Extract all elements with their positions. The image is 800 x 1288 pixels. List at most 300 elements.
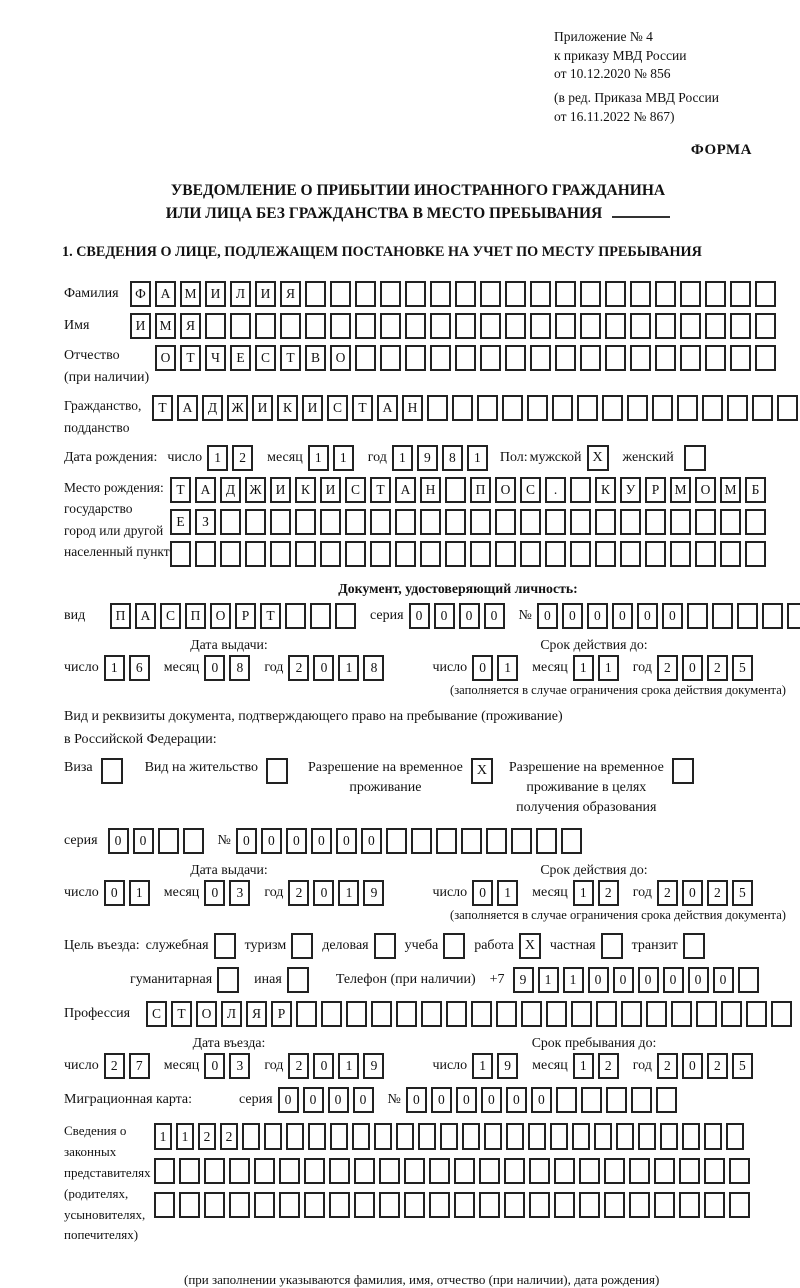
char-cell[interactable]: [729, 1158, 750, 1184]
char-cell[interactable]: О: [495, 477, 516, 503]
char-cell[interactable]: 1: [598, 655, 619, 681]
char-cell[interactable]: 1: [338, 1053, 359, 1079]
char-cell[interactable]: 0: [472, 655, 493, 681]
char-cell[interactable]: [304, 1158, 325, 1184]
purpose-option-checkbox[interactable]: [291, 933, 313, 959]
temp-residence-education-checkbox[interactable]: [672, 758, 694, 784]
char-cell[interactable]: [730, 313, 751, 339]
char-cell[interactable]: [355, 345, 376, 371]
char-cell[interactable]: 0: [409, 603, 430, 629]
char-cell[interactable]: [702, 395, 723, 421]
char-cell[interactable]: 2: [707, 1053, 728, 1079]
char-cell[interactable]: [777, 395, 798, 421]
char-cell[interactable]: М: [155, 313, 176, 339]
char-cell[interactable]: [308, 1123, 326, 1150]
residence-series-cells[interactable]: [108, 828, 208, 854]
citizenship-cells[interactable]: [152, 395, 800, 421]
char-cell[interactable]: 2: [657, 1053, 678, 1079]
char-cell[interactable]: С: [160, 603, 181, 629]
char-cell[interactable]: [655, 345, 676, 371]
char-cell[interactable]: [430, 345, 451, 371]
char-cell[interactable]: [630, 345, 651, 371]
char-cell[interactable]: 1: [497, 880, 518, 906]
char-cell[interactable]: 0: [682, 655, 703, 681]
char-cell[interactable]: [396, 1123, 414, 1150]
char-cell[interactable]: [352, 1123, 370, 1150]
phone-cells[interactable]: [513, 967, 763, 993]
residence-number-cells[interactable]: [236, 828, 586, 854]
char-cell[interactable]: [436, 828, 457, 854]
char-cell[interactable]: 0: [286, 828, 307, 854]
char-cell[interactable]: [620, 509, 641, 535]
char-cell[interactable]: [660, 1123, 678, 1150]
char-cell[interactable]: И: [205, 281, 226, 307]
char-cell[interactable]: 2: [288, 880, 309, 906]
char-cell[interactable]: 0: [613, 967, 634, 993]
char-cell[interactable]: А: [135, 603, 156, 629]
residence-valid-year[interactable]: [657, 880, 757, 906]
char-cell[interactable]: 2: [288, 1053, 309, 1079]
char-cell[interactable]: [220, 509, 241, 535]
stay-month[interactable]: [573, 1053, 623, 1079]
char-cell[interactable]: Т: [152, 395, 173, 421]
char-cell[interactable]: [652, 395, 673, 421]
char-cell[interactable]: [230, 313, 251, 339]
char-cell[interactable]: [656, 1087, 677, 1113]
char-cell[interactable]: [705, 345, 726, 371]
char-cell[interactable]: С: [345, 477, 366, 503]
identity-issue-day[interactable]: [104, 655, 154, 681]
char-cell[interactable]: 1: [563, 967, 584, 993]
birth-day-cells[interactable]: [207, 445, 257, 471]
char-cell[interactable]: У: [620, 477, 641, 503]
char-cell[interactable]: [495, 541, 516, 567]
char-cell[interactable]: Б: [745, 477, 766, 503]
char-cell[interactable]: К: [277, 395, 298, 421]
char-cell[interactable]: 9: [497, 1053, 518, 1079]
char-cell[interactable]: [605, 345, 626, 371]
char-cell[interactable]: 1: [338, 655, 359, 681]
char-cell[interactable]: [645, 541, 666, 567]
char-cell[interactable]: [505, 281, 526, 307]
char-cell[interactable]: О: [330, 345, 351, 371]
char-cell[interactable]: [405, 281, 426, 307]
char-cell[interactable]: [330, 313, 351, 339]
char-cell[interactable]: 0: [353, 1087, 374, 1113]
char-cell[interactable]: [712, 603, 733, 629]
char-cell[interactable]: [329, 1192, 350, 1218]
stay-year[interactable]: [657, 1053, 757, 1079]
identity-series-cells[interactable]: [409, 603, 509, 629]
char-cell[interactable]: Т: [180, 345, 201, 371]
char-cell[interactable]: 0: [663, 967, 684, 993]
birthplace-row1-cells[interactable]: [170, 477, 770, 503]
char-cell[interactable]: 0: [133, 828, 154, 854]
stay-day[interactable]: [472, 1053, 522, 1079]
char-cell[interactable]: [581, 1087, 602, 1113]
char-cell[interactable]: [371, 1001, 392, 1027]
purpose-option-checkbox[interactable]: X: [519, 933, 541, 959]
char-cell[interactable]: [638, 1123, 656, 1150]
residence-permit-checkbox[interactable]: [266, 758, 288, 784]
char-cell[interactable]: 2: [232, 445, 253, 471]
char-cell[interactable]: [355, 281, 376, 307]
char-cell[interactable]: [418, 1123, 436, 1150]
char-cell[interactable]: [461, 828, 482, 854]
char-cell[interactable]: [536, 828, 557, 854]
char-cell[interactable]: 1: [207, 445, 228, 471]
residence-issue-day[interactable]: [104, 880, 154, 906]
char-cell[interactable]: [279, 1192, 300, 1218]
char-cell[interactable]: [627, 395, 648, 421]
profession-cells[interactable]: [146, 1001, 796, 1027]
char-cell[interactable]: И: [130, 313, 151, 339]
char-cell[interactable]: Ж: [227, 395, 248, 421]
char-cell[interactable]: Я: [280, 281, 301, 307]
char-cell[interactable]: [254, 1158, 275, 1184]
char-cell[interactable]: 0: [311, 828, 332, 854]
birthplace-row3-cells[interactable]: [170, 541, 770, 567]
char-cell[interactable]: [730, 281, 751, 307]
char-cell[interactable]: З: [195, 509, 216, 535]
char-cell[interactable]: К: [295, 477, 316, 503]
char-cell[interactable]: [320, 541, 341, 567]
char-cell[interactable]: [345, 541, 366, 567]
char-cell[interactable]: [154, 1158, 175, 1184]
char-cell[interactable]: А: [155, 281, 176, 307]
surname-cells[interactable]: [130, 281, 780, 307]
char-cell[interactable]: 0: [278, 1087, 299, 1113]
char-cell[interactable]: [245, 541, 266, 567]
char-cell[interactable]: [616, 1123, 634, 1150]
char-cell[interactable]: [379, 1192, 400, 1218]
residence-valid-month[interactable]: [573, 880, 623, 906]
char-cell[interactable]: [374, 1123, 392, 1150]
char-cell[interactable]: 5: [732, 880, 753, 906]
char-cell[interactable]: [380, 313, 401, 339]
char-cell[interactable]: [730, 345, 751, 371]
char-cell[interactable]: [680, 313, 701, 339]
identity-valid-day[interactable]: [472, 655, 522, 681]
char-cell[interactable]: [529, 1158, 550, 1184]
char-cell[interactable]: [645, 509, 666, 535]
char-cell[interactable]: [205, 313, 226, 339]
char-cell[interactable]: [445, 541, 466, 567]
char-cell[interactable]: 2: [288, 655, 309, 681]
char-cell[interactable]: 6: [129, 655, 150, 681]
entry-day[interactable]: [104, 1053, 154, 1079]
char-cell[interactable]: [679, 1192, 700, 1218]
char-cell[interactable]: Я: [246, 1001, 267, 1027]
char-cell[interactable]: [746, 1001, 767, 1027]
char-cell[interactable]: [680, 345, 701, 371]
char-cell[interactable]: [745, 509, 766, 535]
char-cell[interactable]: [330, 1123, 348, 1150]
char-cell[interactable]: [595, 541, 616, 567]
char-cell[interactable]: О: [695, 477, 716, 503]
char-cell[interactable]: Ф: [130, 281, 151, 307]
char-cell[interactable]: [396, 1001, 417, 1027]
char-cell[interactable]: [720, 509, 741, 535]
char-cell[interactable]: 2: [198, 1123, 216, 1150]
char-cell[interactable]: [220, 541, 241, 567]
char-cell[interactable]: Т: [352, 395, 373, 421]
char-cell[interactable]: 1: [154, 1123, 172, 1150]
char-cell[interactable]: [204, 1192, 225, 1218]
purpose-option-checkbox[interactable]: [683, 933, 705, 959]
residence-issue-year[interactable]: [288, 880, 388, 906]
char-cell[interactable]: [430, 281, 451, 307]
char-cell[interactable]: [596, 1001, 617, 1027]
char-cell[interactable]: Т: [280, 345, 301, 371]
char-cell[interactable]: [445, 509, 466, 535]
char-cell[interactable]: 0: [484, 603, 505, 629]
char-cell[interactable]: [556, 1087, 577, 1113]
char-cell[interactable]: 0: [204, 1053, 225, 1079]
char-cell[interactable]: 0: [506, 1087, 527, 1113]
char-cell[interactable]: [629, 1192, 650, 1218]
char-cell[interactable]: [452, 395, 473, 421]
char-cell[interactable]: [630, 313, 651, 339]
char-cell[interactable]: [550, 1123, 568, 1150]
char-cell[interactable]: [721, 1001, 742, 1027]
char-cell[interactable]: [195, 541, 216, 567]
patronymic-cells[interactable]: [155, 345, 780, 371]
char-cell[interactable]: [572, 1123, 590, 1150]
char-cell[interactable]: [455, 345, 476, 371]
char-cell[interactable]: [405, 345, 426, 371]
char-cell[interactable]: [170, 541, 191, 567]
char-cell[interactable]: 0: [361, 828, 382, 854]
char-cell[interactable]: [720, 541, 741, 567]
char-cell[interactable]: 9: [513, 967, 534, 993]
identity-issue-year[interactable]: [288, 655, 388, 681]
char-cell[interactable]: [404, 1158, 425, 1184]
purpose-option-checkbox[interactable]: [443, 933, 465, 959]
char-cell[interactable]: А: [195, 477, 216, 503]
char-cell[interactable]: Р: [645, 477, 666, 503]
char-cell[interactable]: 2: [220, 1123, 238, 1150]
char-cell[interactable]: [528, 1123, 546, 1150]
char-cell[interactable]: [480, 313, 501, 339]
char-cell[interactable]: 2: [657, 655, 678, 681]
char-cell[interactable]: [285, 603, 306, 629]
char-cell[interactable]: 5: [732, 1053, 753, 1079]
char-cell[interactable]: 0: [459, 603, 480, 629]
char-cell[interactable]: [570, 477, 591, 503]
char-cell[interactable]: [420, 509, 441, 535]
char-cell[interactable]: [440, 1123, 458, 1150]
char-cell[interactable]: .: [545, 477, 566, 503]
char-cell[interactable]: [242, 1123, 260, 1150]
char-cell[interactable]: [505, 313, 526, 339]
char-cell[interactable]: 2: [104, 1053, 125, 1079]
char-cell[interactable]: [404, 1192, 425, 1218]
char-cell[interactable]: 1: [472, 1053, 493, 1079]
char-cell[interactable]: [354, 1158, 375, 1184]
char-cell[interactable]: 0: [456, 1087, 477, 1113]
char-cell[interactable]: [229, 1158, 250, 1184]
char-cell[interactable]: Т: [170, 477, 191, 503]
char-cell[interactable]: С: [255, 345, 276, 371]
char-cell[interactable]: [254, 1192, 275, 1218]
char-cell[interactable]: 1: [573, 655, 594, 681]
char-cell[interactable]: 3: [229, 880, 250, 906]
char-cell[interactable]: [594, 1123, 612, 1150]
char-cell[interactable]: 0: [434, 603, 455, 629]
birth-month-cells[interactable]: [308, 445, 358, 471]
char-cell[interactable]: 0: [472, 880, 493, 906]
char-cell[interactable]: [346, 1001, 367, 1027]
char-cell[interactable]: [183, 828, 204, 854]
char-cell[interactable]: [670, 541, 691, 567]
char-cell[interactable]: [310, 603, 331, 629]
char-cell[interactable]: И: [320, 477, 341, 503]
char-cell[interactable]: [486, 828, 507, 854]
char-cell[interactable]: [305, 281, 326, 307]
char-cell[interactable]: [245, 509, 266, 535]
char-cell[interactable]: 0: [638, 967, 659, 993]
char-cell[interactable]: А: [395, 477, 416, 503]
char-cell[interactable]: [629, 1158, 650, 1184]
char-cell[interactable]: 1: [176, 1123, 194, 1150]
char-cell[interactable]: 7: [129, 1053, 150, 1079]
char-cell[interactable]: [555, 281, 576, 307]
char-cell[interactable]: [545, 541, 566, 567]
char-cell[interactable]: И: [252, 395, 273, 421]
char-cell[interactable]: [280, 313, 301, 339]
char-cell[interactable]: [427, 395, 448, 421]
char-cell[interactable]: [570, 509, 591, 535]
char-cell[interactable]: 9: [363, 880, 384, 906]
char-cell[interactable]: Т: [171, 1001, 192, 1027]
char-cell[interactable]: [454, 1192, 475, 1218]
char-cell[interactable]: [546, 1001, 567, 1027]
char-cell[interactable]: [355, 313, 376, 339]
char-cell[interactable]: 5: [732, 655, 753, 681]
char-cell[interactable]: [545, 509, 566, 535]
char-cell[interactable]: [561, 828, 582, 854]
char-cell[interactable]: [579, 1192, 600, 1218]
char-cell[interactable]: 0: [537, 603, 558, 629]
char-cell[interactable]: [264, 1123, 282, 1150]
char-cell[interactable]: С: [327, 395, 348, 421]
char-cell[interactable]: [727, 395, 748, 421]
char-cell[interactable]: [530, 345, 551, 371]
char-cell[interactable]: [386, 828, 407, 854]
char-cell[interactable]: [321, 1001, 342, 1027]
char-cell[interactable]: [605, 281, 626, 307]
char-cell[interactable]: [370, 509, 391, 535]
char-cell[interactable]: 8: [229, 655, 250, 681]
char-cell[interactable]: [654, 1158, 675, 1184]
char-cell[interactable]: [787, 603, 800, 629]
char-cell[interactable]: М: [180, 281, 201, 307]
char-cell[interactable]: [682, 1123, 700, 1150]
char-cell[interactable]: [745, 541, 766, 567]
char-cell[interactable]: [354, 1192, 375, 1218]
char-cell[interactable]: [670, 509, 691, 535]
char-cell[interactable]: [604, 1158, 625, 1184]
migration-series-cells[interactable]: [278, 1087, 378, 1113]
char-cell[interactable]: [329, 1158, 350, 1184]
char-cell[interactable]: 0: [531, 1087, 552, 1113]
char-cell[interactable]: Е: [170, 509, 191, 535]
char-cell[interactable]: 0: [587, 603, 608, 629]
char-cell[interactable]: Т: [260, 603, 281, 629]
char-cell[interactable]: [687, 603, 708, 629]
char-cell[interactable]: 1: [392, 445, 413, 471]
char-cell[interactable]: 0: [108, 828, 129, 854]
temp-residence-checkbox[interactable]: X: [471, 758, 493, 784]
char-cell[interactable]: 1: [338, 880, 359, 906]
char-cell[interactable]: [755, 345, 776, 371]
char-cell[interactable]: [677, 395, 698, 421]
char-cell[interactable]: О: [155, 345, 176, 371]
char-cell[interactable]: [379, 1158, 400, 1184]
char-cell[interactable]: [179, 1192, 200, 1218]
char-cell[interactable]: 2: [598, 880, 619, 906]
char-cell[interactable]: 1: [573, 1053, 594, 1079]
char-cell[interactable]: [755, 281, 776, 307]
entry-year[interactable]: [288, 1053, 388, 1079]
char-cell[interactable]: [305, 313, 326, 339]
migration-number-cells[interactable]: [406, 1087, 681, 1113]
char-cell[interactable]: [555, 313, 576, 339]
char-cell[interactable]: [295, 509, 316, 535]
char-cell[interactable]: [320, 509, 341, 535]
char-cell[interactable]: [470, 509, 491, 535]
char-cell[interactable]: 0: [662, 603, 683, 629]
char-cell[interactable]: [696, 1001, 717, 1027]
char-cell[interactable]: [520, 509, 541, 535]
char-cell[interactable]: Л: [230, 281, 251, 307]
char-cell[interactable]: [479, 1158, 500, 1184]
char-cell[interactable]: [470, 541, 491, 567]
char-cell[interactable]: [420, 541, 441, 567]
char-cell[interactable]: [655, 281, 676, 307]
char-cell[interactable]: [679, 1158, 700, 1184]
char-cell[interactable]: [530, 281, 551, 307]
char-cell[interactable]: 0: [313, 880, 334, 906]
char-cell[interactable]: [729, 1192, 750, 1218]
char-cell[interactable]: [370, 541, 391, 567]
char-cell[interactable]: [229, 1192, 250, 1218]
identity-kind-cells[interactable]: [110, 603, 360, 629]
char-cell[interactable]: 0: [261, 828, 282, 854]
char-cell[interactable]: 0: [682, 880, 703, 906]
firstname-cells[interactable]: [130, 313, 780, 339]
char-cell[interactable]: [602, 395, 623, 421]
char-cell[interactable]: 1: [104, 655, 125, 681]
char-cell[interactable]: П: [185, 603, 206, 629]
char-cell[interactable]: [445, 477, 466, 503]
char-cell[interactable]: 8: [363, 655, 384, 681]
char-cell[interactable]: [429, 1158, 450, 1184]
char-cell[interactable]: О: [196, 1001, 217, 1027]
purpose-option-checkbox[interactable]: [217, 967, 239, 993]
char-cell[interactable]: 0: [588, 967, 609, 993]
char-cell[interactable]: [646, 1001, 667, 1027]
residence-valid-day[interactable]: [472, 880, 522, 906]
char-cell[interactable]: П: [470, 477, 491, 503]
char-cell[interactable]: [480, 345, 501, 371]
char-cell[interactable]: 0: [612, 603, 633, 629]
char-cell[interactable]: 0: [104, 880, 125, 906]
char-cell[interactable]: [604, 1192, 625, 1218]
entry-month[interactable]: [204, 1053, 254, 1079]
char-cell[interactable]: [304, 1192, 325, 1218]
